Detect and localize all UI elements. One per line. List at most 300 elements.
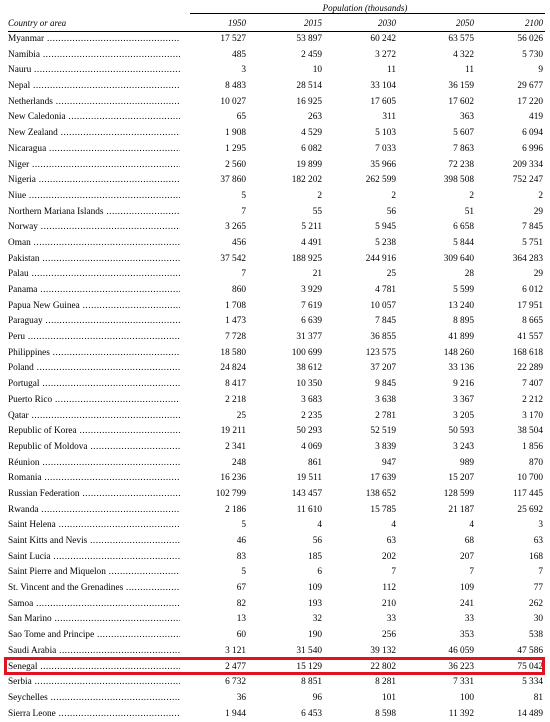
population-2050: 6 658 [453, 222, 474, 233]
country-name: Papua New Guinea ..... [8, 299, 180, 315]
population-2015: 6 453 [301, 708, 322, 719]
population-2030: 56 [386, 206, 396, 217]
population-2050: 5 599 [453, 285, 474, 295]
population-1950: 60 [236, 630, 246, 641]
table-row [0, 377, 550, 393]
population-1950: 860 [232, 285, 246, 295]
population-1950: 36 [236, 692, 246, 703]
population-2100: 538 [529, 630, 543, 641]
population-1950: 5 [241, 520, 246, 531]
table-row [0, 707, 550, 722]
population-2100: 2 [538, 190, 543, 201]
population-2030: 4 [391, 520, 396, 531]
table-body [0, 32, 550, 722]
table-row [0, 660, 550, 676]
table-row [0, 628, 550, 644]
country-name: Rwanda ..... [8, 503, 180, 519]
population-2030: 256 [382, 630, 396, 641]
population-1950: 37 542 [220, 253, 246, 264]
population-2100: 262 [529, 598, 543, 609]
table-row [0, 565, 550, 581]
table-row [0, 612, 550, 628]
country-name: Republic of Moldova ..... [8, 440, 180, 456]
population-1950: 19 211 [220, 426, 246, 437]
population-2100: 168 [529, 551, 543, 562]
population-2030: 17 639 [370, 473, 396, 484]
population-1950: 24 824 [220, 363, 246, 374]
population-2030: 262 599 [365, 175, 396, 186]
population-2030: 7 033 [375, 143, 396, 154]
population-2100: 419 [529, 112, 543, 123]
table-row [0, 456, 550, 472]
population-2100: 3 170 [522, 410, 543, 421]
table-row [0, 518, 550, 534]
country-name: Niue ..... [8, 189, 180, 205]
population-1950: 8 483 [225, 81, 246, 92]
population-2050: 989 [460, 457, 474, 468]
population-2015: 32 [312, 614, 322, 625]
population-1950: 7 [241, 206, 246, 217]
population-2050: 68 [464, 536, 474, 546]
table-row [0, 597, 550, 613]
population-2100: 17 951 [517, 300, 543, 311]
population-2100: 25 692 [517, 504, 543, 515]
population-1950: 1 295 [225, 143, 246, 154]
population-2050: 46 059 [448, 645, 474, 656]
population-2100: 81 [533, 692, 543, 703]
table-row [0, 424, 550, 440]
country-name: Peru ..... [8, 330, 180, 346]
population-2030: 25 [386, 269, 396, 280]
table-row [0, 205, 550, 221]
country-name: Norway ..... [8, 220, 180, 236]
population-2100: 7 [538, 567, 543, 578]
population-2030: 33 [386, 614, 396, 625]
table-row [0, 110, 550, 126]
population-1950: 248 [232, 457, 246, 468]
country-name: Namibia ..... [8, 48, 180, 64]
country-name: Philippines ..... [8, 346, 180, 362]
population-1950: 3 121 [225, 645, 246, 656]
table-row [0, 550, 550, 566]
population-1950: 8 417 [225, 379, 246, 390]
population-2030: 311 [382, 112, 396, 123]
population-2050: 3 205 [453, 410, 474, 421]
population-2100: 6 094 [522, 128, 543, 139]
population-2015: 16 925 [296, 96, 322, 107]
population-2050: 21 187 [448, 504, 474, 515]
year-header-2030: 2030 [378, 18, 396, 28]
population-2050: 8 895 [453, 316, 474, 327]
super-header-rule [190, 13, 545, 14]
population-2030: 210 [382, 598, 396, 609]
population-1950: 18 580 [220, 347, 246, 358]
population-2015: 861 [308, 457, 322, 468]
table-row [0, 32, 550, 48]
population-1950: 3 265 [225, 222, 246, 233]
population-1950: 7 [241, 269, 246, 280]
population-2100: 752 247 [512, 175, 543, 186]
population-2100: 168 618 [512, 347, 543, 358]
population-2100: 63 [533, 536, 543, 546]
population-2100: 29 [533, 269, 543, 280]
population-2050: 7 [469, 567, 474, 578]
population-2100: 9 [538, 65, 543, 76]
table-row [0, 48, 550, 64]
table-row [0, 393, 550, 409]
population-2050: 36 159 [448, 81, 474, 92]
population-2015: 182 202 [291, 175, 322, 186]
population-1950: 13 [236, 614, 246, 625]
table-row [0, 691, 550, 707]
population-2030: 7 [391, 567, 396, 578]
population-2015: 4 069 [301, 441, 322, 452]
population-2015: 2 [317, 190, 322, 201]
population-2015: 100 699 [291, 347, 322, 358]
population-2050: 241 [460, 598, 474, 609]
population-1950: 485 [232, 49, 246, 60]
table-row [0, 189, 550, 205]
population-2030: 10 057 [370, 300, 396, 311]
population-2100: 2 212 [522, 394, 543, 405]
country-name: Netherlands ..... [8, 95, 180, 111]
population-2030: 3 638 [375, 394, 396, 405]
population-1950: 2 186 [225, 504, 246, 515]
country-name: Russian Federation ..... [8, 487, 180, 503]
table-row [0, 236, 550, 252]
country-name: Nicaragua ..... [8, 142, 180, 158]
population-2030: 35 966 [370, 159, 396, 170]
population-2030: 5 103 [375, 128, 396, 139]
population-2015: 2 235 [301, 410, 322, 421]
population-2100: 77 [533, 583, 543, 594]
year-header-2015: 2015 [304, 18, 322, 28]
population-1950: 83 [236, 551, 246, 562]
population-2050: 4 322 [453, 49, 474, 60]
country-name: Seychelles ..... [8, 691, 180, 707]
population-2050: 207 [460, 551, 474, 562]
population-2100: 5 334 [522, 677, 543, 688]
population-1950: 1 944 [225, 708, 246, 719]
population-2030: 138 652 [365, 488, 396, 499]
population-2015: 4 [317, 520, 322, 531]
country-name: Saint Lucia ..... [8, 550, 180, 566]
country-name: Saint Kitts and Nevis ..... [8, 534, 180, 550]
population-1950: 46 [236, 536, 246, 546]
country-name: Romania ..... [8, 471, 180, 487]
population-2015: 56 [312, 536, 322, 546]
table-row [0, 142, 550, 158]
population-1950: 17 527 [220, 34, 246, 44]
population-2015: 6 639 [301, 316, 322, 327]
population-2050: 3 243 [453, 441, 474, 452]
year-header-1950: 1950 [228, 18, 246, 28]
population-2015: 4 491 [301, 237, 322, 248]
table-row [0, 675, 550, 691]
country-name: Samoa ..... [8, 597, 180, 613]
country-name: Paraguay ..... [8, 314, 180, 330]
population-2050: 5 844 [453, 237, 474, 248]
country-name: St. Vincent and the Grenadines ..... [8, 581, 180, 597]
table-row [0, 487, 550, 503]
population-2015: 8 851 [301, 677, 322, 688]
population-2100: 209 334 [512, 159, 543, 170]
table-row [0, 95, 550, 111]
population-2030: 8 598 [375, 708, 396, 719]
population-2050: 3 367 [453, 394, 474, 405]
population-2030: 33 104 [370, 81, 396, 92]
country-name: Palau ..... [8, 267, 180, 283]
population-2100: 5 730 [522, 49, 543, 60]
table-row [0, 471, 550, 487]
population-1950: 82 [236, 598, 246, 609]
population-1950: 2 560 [225, 159, 246, 170]
population-1950: 102 799 [215, 488, 246, 499]
population-2015: 11 610 [296, 504, 322, 515]
population-2030: 947 [382, 457, 396, 468]
country-name: Republic of Korea ..... [8, 424, 180, 440]
population-2030: 4 781 [375, 285, 396, 295]
population-2015: 188 925 [291, 253, 322, 264]
population-1950: 10 027 [220, 96, 246, 107]
country-name: Nigeria ..... [8, 173, 180, 189]
population-1950: 2 477 [225, 661, 246, 672]
population-2015: 15 129 [296, 661, 322, 672]
population-2050: 11 [465, 65, 474, 76]
table-row [0, 440, 550, 456]
population-2050: 36 223 [448, 661, 474, 672]
population-2030: 5 238 [375, 237, 396, 248]
population-1950: 1 708 [225, 300, 246, 311]
population-2030: 123 575 [365, 347, 396, 358]
population-2100: 29 [533, 206, 543, 217]
table-row [0, 361, 550, 377]
population-2050: 17 602 [448, 96, 474, 107]
table-row [0, 534, 550, 550]
population-2030: 5 945 [375, 222, 396, 233]
table-row [0, 252, 550, 268]
population-2030: 22 802 [370, 661, 396, 672]
country-name: San Marino ..... [8, 612, 180, 628]
table-row [0, 79, 550, 95]
population-2030: 101 [382, 692, 396, 703]
country-name: Nepal ..... [8, 79, 180, 95]
population-2015: 21 [312, 269, 322, 280]
population-1950: 5 [241, 190, 246, 201]
table-row [0, 644, 550, 660]
population-2015: 19 899 [296, 159, 322, 170]
population-2050: 13 240 [448, 300, 474, 311]
population-2100: 22 289 [517, 363, 543, 374]
population-2030: 7 845 [375, 316, 396, 327]
year-header-2100: 2100 [525, 18, 543, 28]
population-2050: 109 [460, 583, 474, 594]
population-2015: 4 529 [301, 128, 322, 139]
table-row [0, 173, 550, 189]
population-2050: 7 863 [453, 143, 474, 154]
population-1950: 3 [241, 65, 246, 76]
population-2050: 7 331 [453, 677, 474, 688]
population-2050: 2 [469, 190, 474, 201]
population-2050: 363 [460, 112, 474, 123]
population-1950: 1 473 [225, 316, 246, 327]
population-2100: 8 665 [522, 316, 543, 327]
population-1950: 2 218 [225, 394, 246, 405]
population-2030: 17 605 [370, 96, 396, 107]
population-2100: 7 845 [522, 222, 543, 233]
population-2015: 31 377 [296, 332, 322, 343]
population-2015: 3 929 [301, 285, 322, 295]
population-2100: 56 026 [517, 34, 543, 44]
country-name: Oman ..... [8, 236, 180, 252]
population-2100: 6 996 [522, 143, 543, 154]
population-1950: 6 732 [225, 677, 246, 688]
population-2015: 31 540 [296, 645, 322, 656]
population-2015: 193 [308, 598, 322, 609]
population-2015: 19 511 [296, 473, 322, 484]
population-2100: 38 504 [517, 426, 543, 437]
country-name: Myanmar ..... [8, 32, 180, 48]
population-2030: 36 855 [370, 332, 396, 343]
population-2050: 63 575 [448, 34, 474, 44]
population-2030: 8 281 [375, 677, 396, 688]
country-name: Saint Helena ..... [8, 518, 180, 534]
population-2050: 50 593 [448, 426, 474, 437]
country-name: Qatar ..... [8, 409, 180, 425]
country-name: Northern Mariana Islands ..... [8, 205, 180, 221]
population-2050: 72 238 [448, 159, 474, 170]
population-2100: 75 042 [517, 661, 543, 672]
population-2100: 17 220 [517, 96, 543, 107]
table-row [0, 503, 550, 519]
country-name: Poland ..... [8, 361, 180, 377]
table-row [0, 330, 550, 346]
table-row [0, 158, 550, 174]
country-name: Portugal ..... [8, 377, 180, 393]
country-name: Réunion ..... [8, 456, 180, 472]
population-2015: 96 [312, 692, 322, 703]
population-2100: 7 407 [522, 379, 543, 390]
population-2015: 53 897 [296, 34, 322, 44]
population-2100: 364 283 [512, 253, 543, 264]
population-2050: 309 640 [443, 253, 474, 264]
population-2050: 51 [464, 206, 474, 217]
population-1950: 456 [232, 237, 246, 248]
population-2050: 128 599 [443, 488, 474, 499]
population-2015: 38 612 [296, 363, 322, 374]
population-2100: 47 586 [517, 645, 543, 656]
population-super-header: Population (thousands) [322, 3, 408, 13]
population-2100: 1 856 [522, 441, 543, 452]
population-2015: 55 [312, 206, 322, 217]
population-2015: 6 [317, 567, 322, 578]
table-row [0, 220, 550, 236]
population-2100: 30 [533, 614, 543, 625]
population-2015: 263 [308, 112, 322, 123]
country-name: Pakistan ..... [8, 252, 180, 268]
population-2015: 28 514 [296, 81, 322, 92]
population-1950: 1 908 [225, 128, 246, 139]
population-2015: 6 082 [301, 143, 322, 154]
population-1950: 67 [236, 583, 246, 594]
population-2100: 3 [538, 520, 543, 531]
population-2050: 5 607 [453, 128, 474, 139]
population-2030: 39 132 [370, 645, 396, 656]
population-2050: 41 899 [448, 332, 474, 343]
population-2030: 11 [387, 65, 396, 76]
population-2030: 2 [391, 190, 396, 201]
country-column-header: Country or area [8, 18, 67, 28]
population-2015: 3 683 [301, 394, 322, 405]
country-name: Senegal ..... [8, 660, 180, 676]
population-2100: 10 700 [517, 473, 543, 484]
country-name: Sao Tome and Principe ..... [8, 628, 180, 644]
country-name: New Caledonia ..... [8, 110, 180, 126]
country-name: Puerto Rico ..... [8, 393, 180, 409]
country-name: Nauru ..... [8, 63, 180, 79]
population-1950: 25 [236, 410, 246, 421]
population-2050: 100 [460, 692, 474, 703]
population-2050: 148 260 [443, 347, 474, 358]
population-2050: 398 508 [443, 175, 474, 186]
population-2015: 185 [308, 551, 322, 562]
population-2015: 10 [312, 65, 322, 76]
country-name: Serbia ..... [8, 675, 180, 691]
country-name: New Zealand ..... [8, 126, 180, 142]
population-2030: 52 519 [370, 426, 396, 437]
population-2015: 190 [308, 630, 322, 641]
population-2050: 11 392 [448, 708, 474, 719]
population-2015: 5 211 [301, 222, 322, 233]
population-2100: 6 012 [522, 285, 543, 295]
population-2050: 33 136 [448, 363, 474, 374]
population-2050: 9 216 [453, 379, 474, 390]
population-2030: 37 207 [370, 363, 396, 374]
population-2030: 9 845 [375, 379, 396, 390]
population-2100: 117 445 [513, 488, 543, 499]
population-2100: 5 751 [522, 237, 543, 248]
population-1950: 2 341 [225, 441, 246, 452]
population-1950: 16 236 [220, 473, 246, 484]
population-2015: 7 619 [301, 300, 322, 311]
population-2030: 202 [382, 551, 396, 562]
population-2030: 2 781 [375, 410, 396, 421]
population-2030: 112 [382, 583, 396, 594]
table-row [0, 126, 550, 142]
country-name: Saudi Arabia ..... [8, 644, 180, 660]
population-2015: 50 293 [296, 426, 322, 437]
table-row [0, 581, 550, 597]
population-2050: 33 [464, 614, 474, 625]
population-2015: 10 350 [296, 379, 322, 390]
population-2030: 63 [386, 536, 396, 546]
population-2030: 3 839 [375, 441, 396, 452]
table-row [0, 63, 550, 79]
table-row [0, 314, 550, 330]
table-row [0, 283, 550, 299]
population-1950: 7 728 [225, 332, 246, 343]
country-name: Sierra Leone ..... [8, 707, 180, 722]
table-row [0, 299, 550, 315]
population-2050: 15 207 [448, 473, 474, 484]
country-name: Niger ..... [8, 158, 180, 174]
population-2015: 143 457 [291, 488, 322, 499]
country-name: Panama ..... [8, 283, 180, 299]
population-2100: 29 677 [517, 81, 543, 92]
population-2050: 4 [469, 520, 474, 531]
population-2050: 28 [464, 269, 474, 280]
population-2030: 15 785 [370, 504, 396, 515]
